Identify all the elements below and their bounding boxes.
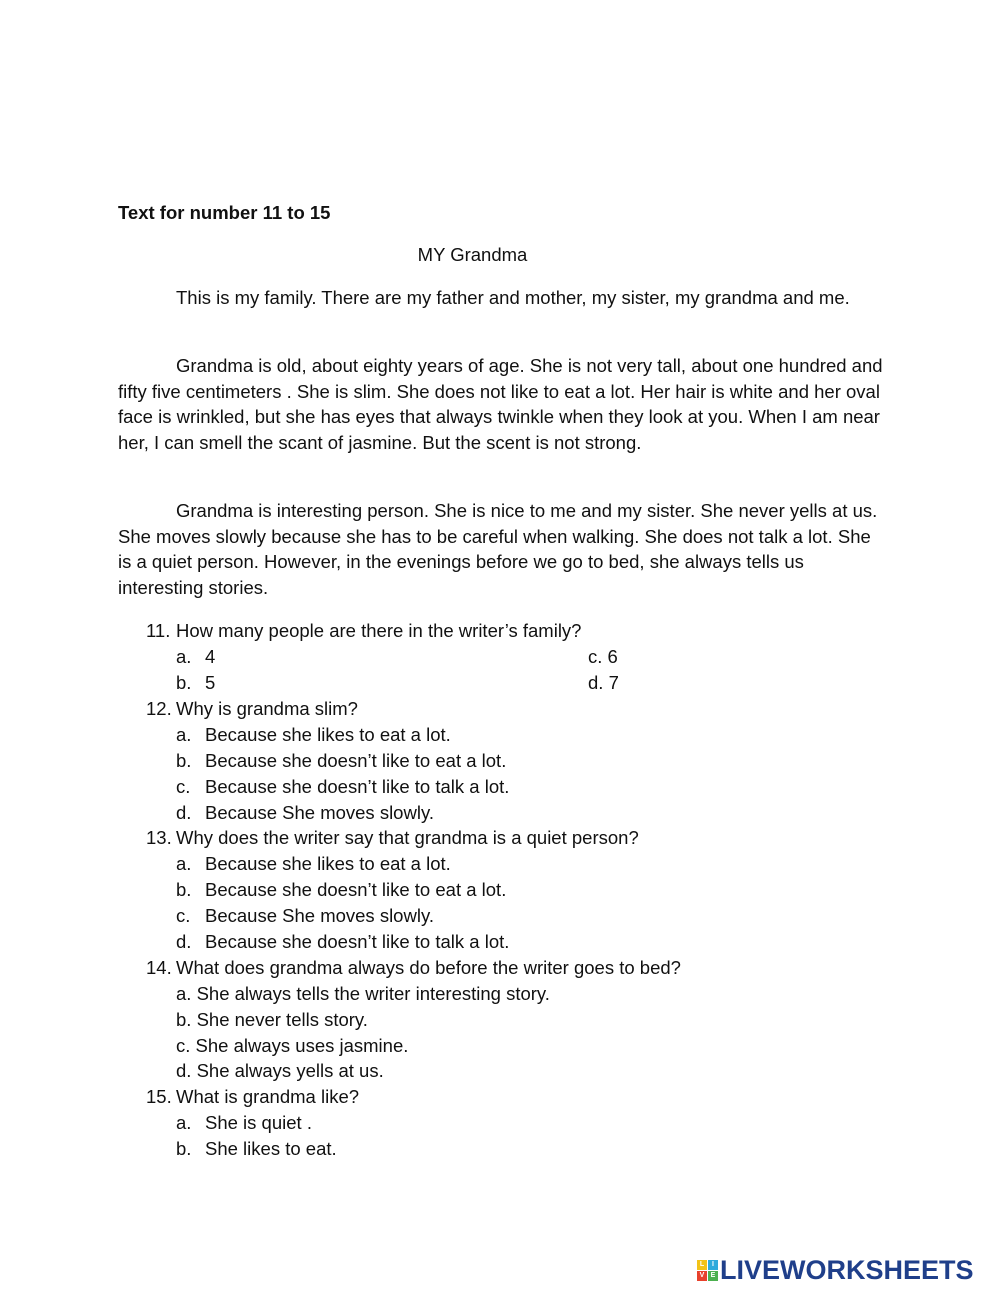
logo-block: V	[697, 1271, 707, 1281]
option-11b[interactable]: b. 5	[176, 672, 216, 693]
option-11d[interactable]: d. 7	[588, 672, 619, 693]
option-12b[interactable]: b. Because she doesn’t like to eat a lot.	[176, 750, 507, 771]
logo-blocks-icon	[697, 1260, 718, 1281]
question-number: 13.	[146, 827, 172, 848]
question-12	[146, 696, 358, 722]
question-number: 11.	[146, 620, 171, 641]
logo-block: E	[708, 1271, 718, 1281]
logo-text: LIVEWORKSHEETS	[720, 1254, 974, 1285]
option-12d[interactable]: d. Because She moves slowly.	[176, 802, 434, 823]
question-14	[146, 955, 681, 981]
story-title: MY Grandma	[417, 244, 528, 265]
question-number: 12.	[146, 698, 172, 719]
question-text: What is grandma like?	[176, 1086, 360, 1107]
option-14d[interactable]: d. She always yells at us.	[176, 1060, 384, 1081]
question-13	[146, 825, 639, 851]
question-15	[146, 1084, 359, 1110]
option-12c[interactable]: c. Because she doesn’t like to talk a lot.	[176, 776, 510, 797]
option-13c[interactable]: c. Because She moves slowly.	[176, 905, 434, 926]
option-13d[interactable]: d. Because she doesn’t like to talk a lot.	[176, 931, 510, 952]
question-text: How many people are there in the writer’s family?	[176, 620, 582, 641]
question-text: Why is grandma slim?	[176, 698, 358, 719]
option-13a[interactable]: a. Because she likes to eat a lot.	[176, 853, 451, 874]
option-13b[interactable]: b. Because she doesn’t like to eat a lot.	[176, 879, 507, 900]
logo-block: I	[708, 1260, 718, 1270]
option-14b[interactable]: b. She never tells story.	[176, 1009, 368, 1030]
question-number: 14.	[146, 957, 172, 978]
question-text: Why does the writer say that grandma is a quiet person?	[176, 827, 639, 848]
question-11	[146, 618, 581, 644]
liveworksheets-logo	[697, 1255, 974, 1285]
paragraph-1: This is my family. There are my father and mother, my sister, my grandma and me.	[176, 287, 850, 308]
logo-block: L	[697, 1260, 707, 1270]
option-15b[interactable]: b. She likes to eat.	[176, 1138, 337, 1159]
question-number: 15.	[146, 1086, 172, 1107]
option-12a[interactable]: a. Because she likes to eat a lot.	[176, 724, 451, 745]
paragraph-3: Grandma is interesting person. She is nice to me and my sister. She never yells at us. She moves slowly because she has to be careful when walking. She does not talk a lot. She is a quiet person. However, in the evenings before we go to bed, she always tells us interesting stories.	[118, 500, 878, 598]
option-15a[interactable]: a. She is quiet .	[176, 1112, 312, 1133]
option-11a[interactable]: a. 4	[176, 646, 216, 667]
paragraph-2: Grandma is old, about eighty years of age. She is not very tall, about one hundred and fifty five centimeters . She is slim. She does not like to eat a lot. Her hair is white and her oval face is wrinkled, but she has eyes that always twinkle when they look at you. When I am near her, I can smell the scant of jasmine. But the scent is not strong.	[118, 355, 883, 453]
section-heading: Text for number 11 to 15	[118, 202, 331, 223]
option-14a[interactable]: a. She always tells the writer interesting story.	[176, 983, 550, 1004]
option-14c[interactable]: c. She always uses jasmine.	[176, 1035, 409, 1056]
question-text: What does grandma always do before the writer goes to bed?	[176, 957, 681, 978]
option-11c[interactable]: c. 6	[588, 646, 618, 667]
